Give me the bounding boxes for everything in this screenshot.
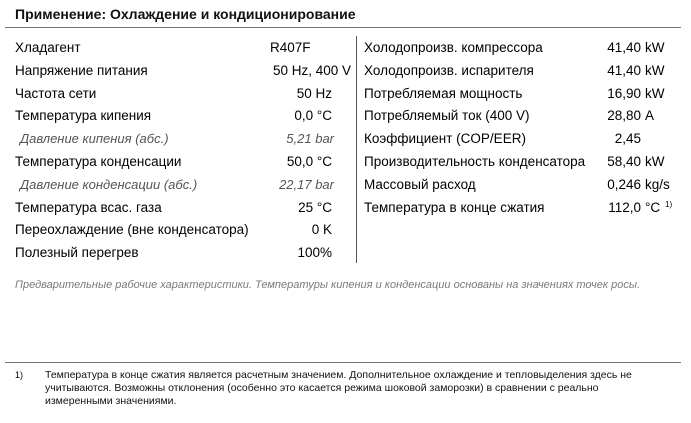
row-value: 0,246 [607,176,641,192]
row-label: Холодопроизв. компрессора [364,40,543,55]
row-value: 28,80 [607,108,641,124]
row-label: Частота сети [15,85,97,101]
row-value: 16,90 [607,85,641,101]
row-unit: kW [645,40,665,55]
row-value: 50 Hz [296,85,332,101]
left-row [0,127,356,150]
row-label: Давление кипения (абс.) [20,131,169,147]
row-label: Температура конденсации [15,154,182,169]
row-value: 0,0 °C [294,108,332,124]
row-label: Потребляемый ток (400 V) [364,108,530,124]
row-unit: kW [645,154,665,169]
row-unit: kg/s [645,176,670,192]
row-label: Переохлаждение (вне конденсатора) [15,222,249,238]
right-row [357,36,691,59]
right-row [357,59,691,82]
top-divider [5,27,681,28]
preliminary-note: Предварительные рабочие характеристики. Температуры кипения и конденсации основаны на значениях точек росы. [15,279,641,291]
right-row [357,173,691,196]
row-value: 112,0 [608,199,641,215]
footnote-ref: 1) [665,199,673,209]
right-row [357,104,691,127]
left-row [0,82,356,105]
row-value: 100% [297,245,332,261]
row-label: Хладагент [15,40,81,55]
left-row [0,36,356,59]
footnote-mark: 1) [15,370,24,380]
row-value: 50 Hz, 400 V [272,62,351,78]
row-value: 58,40 [607,154,641,169]
row-label: Температура всас. газа [15,199,162,215]
row-value: 2,45 [614,131,641,147]
left-row [0,196,356,219]
row-value: 25 °C [298,199,332,215]
row-label: Температура в конце сжатия [364,199,545,215]
row-label: Массовый расход [364,176,476,192]
row-label: Потребляемая мощность [364,85,523,101]
row-unit: A [645,108,655,124]
footnote-divider [5,362,681,363]
left-row [0,59,356,82]
row-value: 41,40 [607,40,641,55]
row-label: Давление конденсации (абс.) [20,176,198,192]
row-unit: kW [645,62,665,78]
footnote-text: Температура в конце сжатия является расчетным значением. Дополнительное охлаждение и тепловыделения здесь не учитываются. Возможны отклонения (особенно это касается режима шоковой заморозки) в сравнении с реально измеренными значениями. [45,369,632,407]
row-value: 22,17 bar [279,176,334,192]
page-title: Применение: Охлаждение и кондиционирование [15,6,356,22]
left-row [0,218,356,241]
row-label: Производительность конденсатора [364,154,586,169]
row-value: 50,0 °C [286,154,332,169]
row-label: Коэффициент (COP/EER) [364,131,526,147]
row-unit: kW [645,85,665,101]
left-row [0,150,356,173]
row-label: Полезный перегрев [15,245,139,261]
row-value: 0 K [311,222,332,238]
left-row [0,173,356,196]
left-row [0,104,356,127]
row-label: Напряжение питания [15,62,148,78]
right-row [357,82,691,105]
right-row [357,196,691,219]
left-row [0,241,356,264]
right-row [357,150,691,173]
row-label: Холодопроизв. испарителя [364,62,534,78]
row-value: 41,40 [607,62,641,78]
row-value: 5,21 bar [286,131,334,147]
row-value: R407F [270,40,311,55]
row-unit: °C [645,199,661,215]
right-row [357,127,691,150]
row-label: Температура кипения [15,108,152,124]
